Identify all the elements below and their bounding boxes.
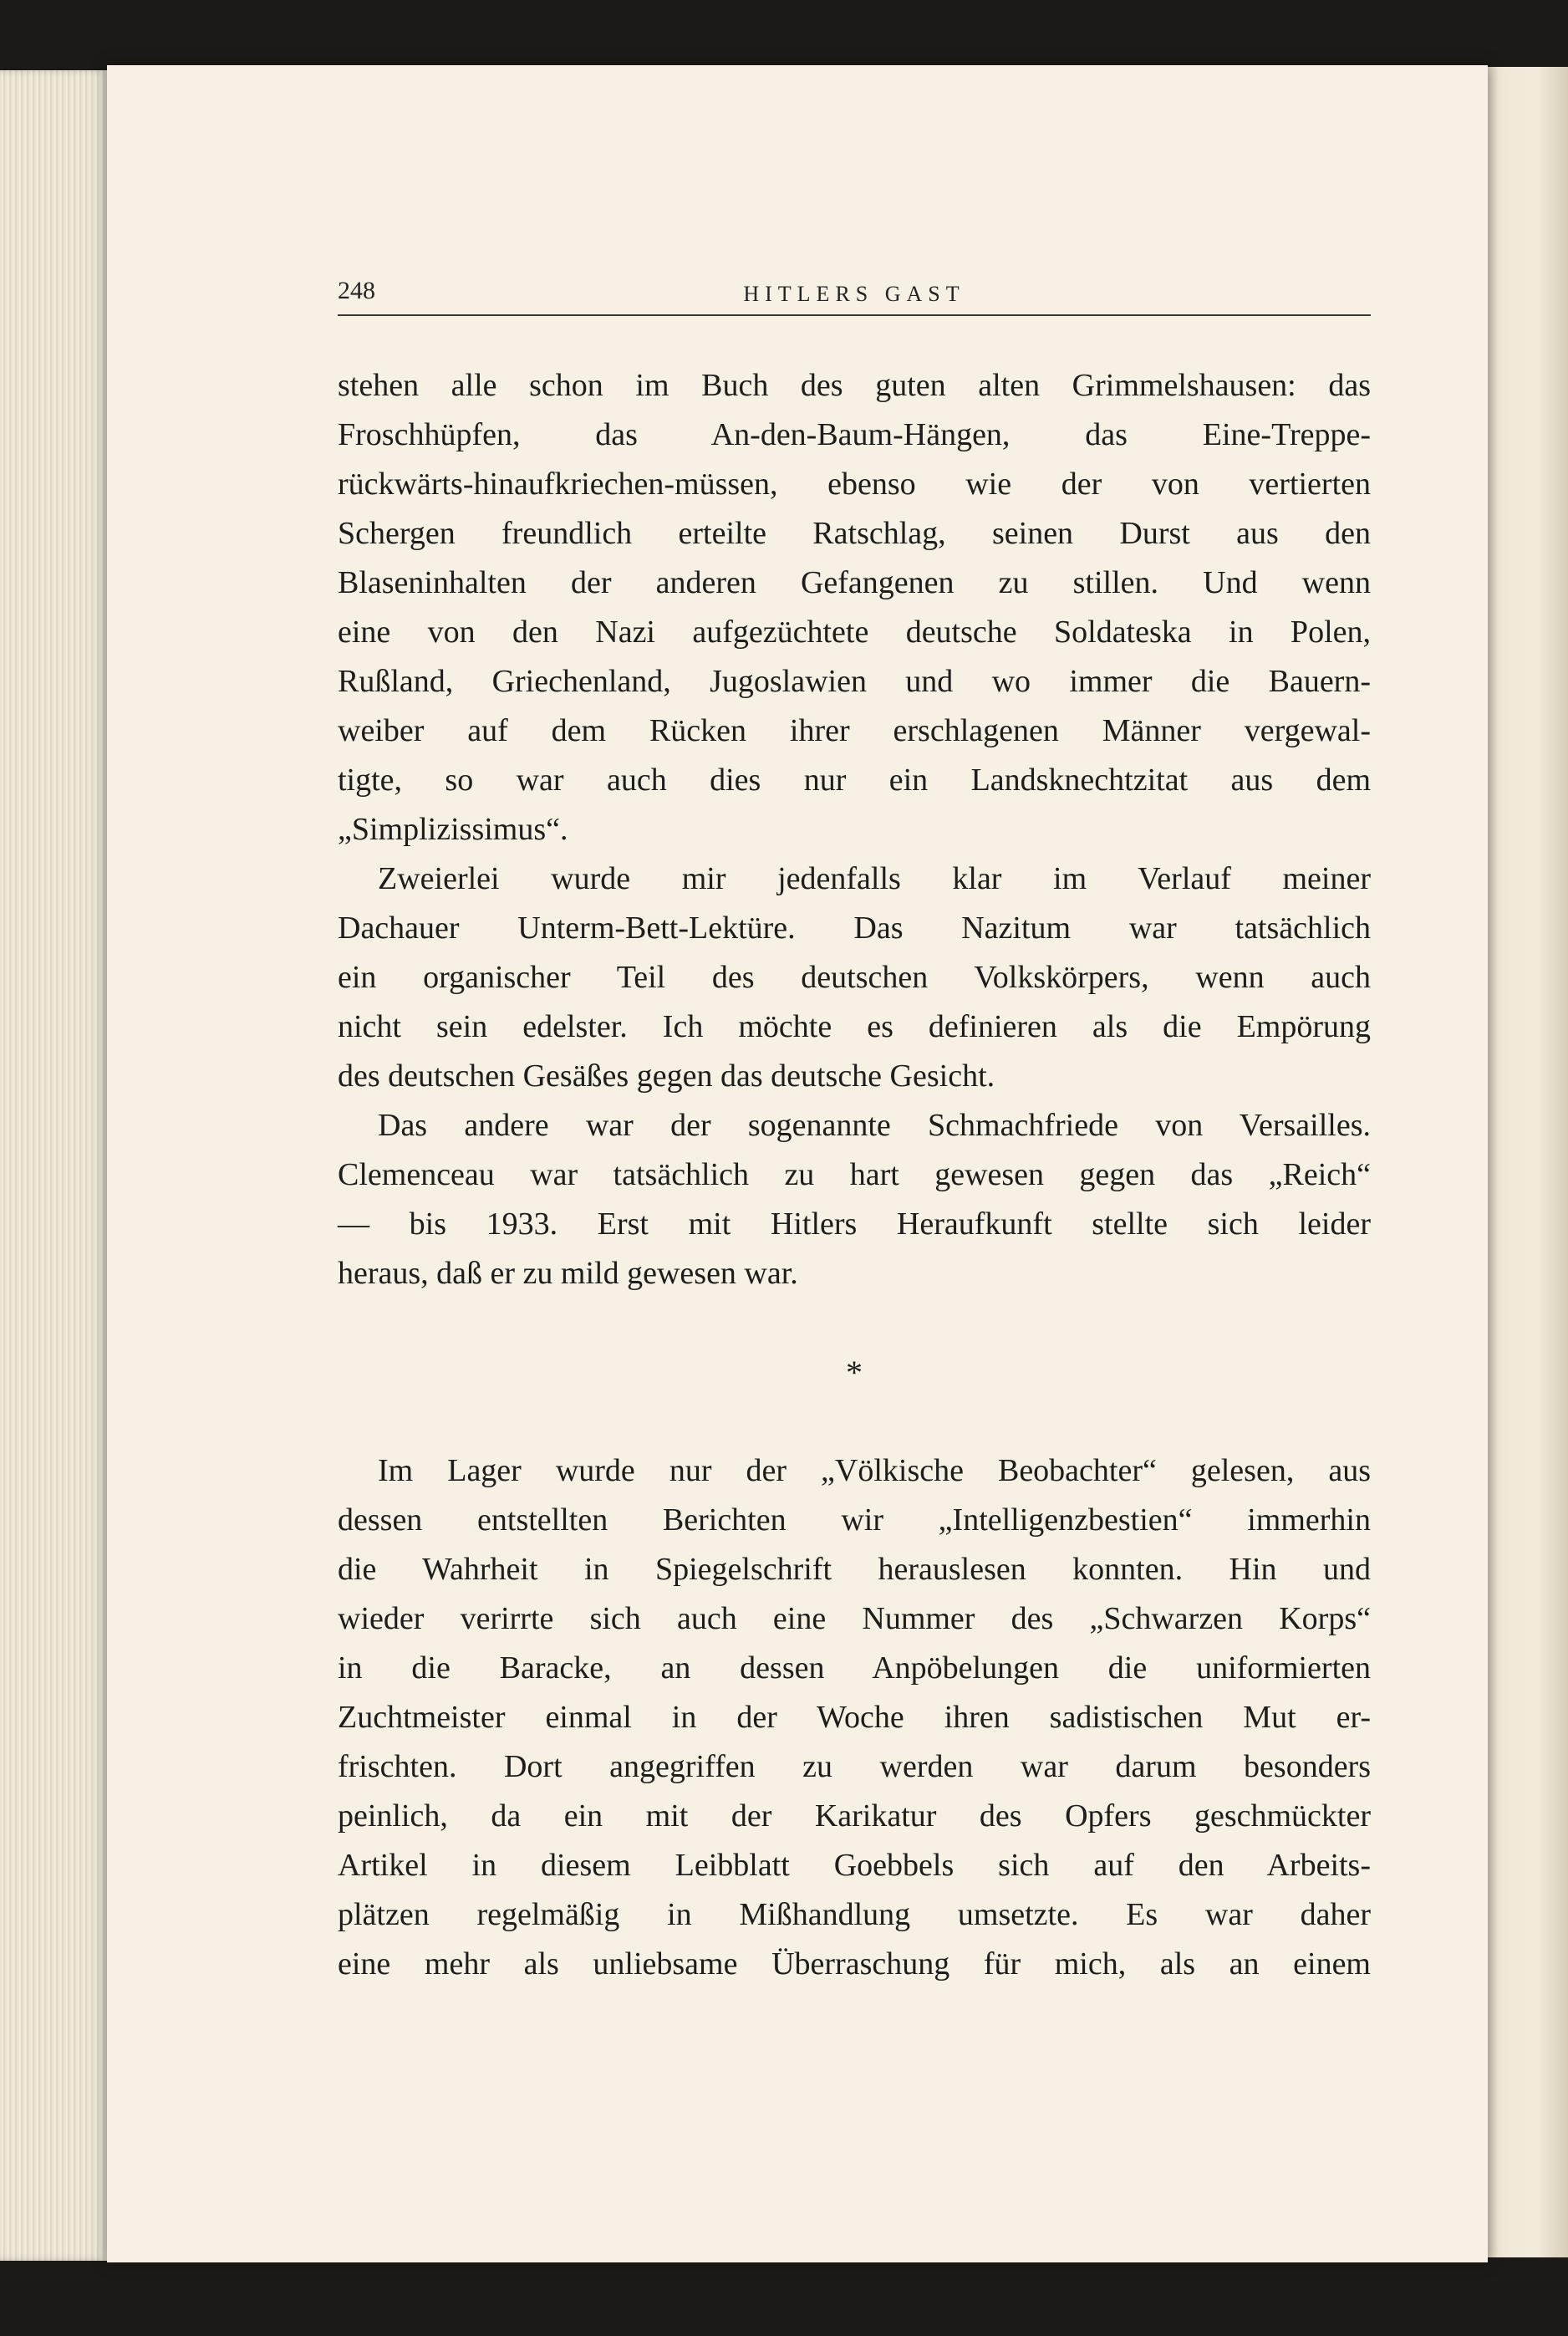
text-line: wieder verirrte sich auch eine Nummer des „Schwarzen Korps“ <box>338 1601 1371 1636</box>
text-line: nicht sein edelster. Ich möchte es definieren als die Empörung <box>338 1009 1371 1044</box>
text-line: — bis 1933. Erst mit Hitlers Heraufkunft stellte sich leider <box>338 1206 1371 1242</box>
text-line: eine von den Nazi aufgezüchtete deutsche Soldateska in Polen, <box>338 615 1371 650</box>
text-line: Artikel in diesem Leibblatt Goebbels sich auf den Arbeits- <box>338 1848 1371 1883</box>
body-text <box>338 361 1371 1989</box>
next-page-edge <box>1486 67 1568 2257</box>
page-number: 248 <box>338 277 375 304</box>
text-line: Das andere war der sogenannte Schmachfriede von Versailles. <box>378 1108 1371 1143</box>
text-line: heraus, daß er zu mild gewesen war. <box>338 1256 798 1291</box>
paragraph <box>338 1446 1371 1989</box>
text-line: dessen entstellten Berichten wir „Intelligenzbestien“ immerhin <box>338 1502 1371 1538</box>
paragraph <box>338 361 1371 854</box>
text-line: „Simplizissimus“. <box>338 812 568 847</box>
text-line: peinlich, da ein mit der Karikatur des Opfers geschmückter <box>338 1798 1371 1834</box>
section-separator: * <box>846 1354 863 1391</box>
text-line: tigte, so war auch dies nur ein Landsknechtzitat aus dem <box>338 763 1371 798</box>
text-line: Clemenceau war tatsächlich zu hart gewesen gegen das „Reich“ <box>338 1157 1371 1192</box>
text-line: rückwärts-hinaufkriechen-müssen, ebenso wie der von vertierten <box>338 467 1371 502</box>
text-line: eine mehr als unliebsame Überraschung für mich, als an einem <box>338 1946 1371 1982</box>
running-header <box>338 276 1371 314</box>
text-line: Blaseninhalten der anderen Gefangenen zu stillen. Und wenn <box>338 565 1371 600</box>
running-title: HITLERS GAST <box>743 282 965 306</box>
text-line: Im Lager wurde nur der „Völkische Beobachter“ gelesen, aus <box>378 1453 1371 1488</box>
text-line: stehen alle schon im Buch des guten alten Grimmelshausen: das <box>338 368 1371 403</box>
text-line: in die Baracke, an dessen Anpöbelungen die uniformierten <box>338 1650 1371 1686</box>
text-line: frischten. Dort angegriffen zu werden war darum besonders <box>338 1749 1371 1784</box>
text-line: die Wahrheit in Spiegelschrift herauslesen konnten. Hin und <box>338 1552 1371 1587</box>
text-line: Rußland, Griechenland, Jugoslawien und wo immer die Bauern- <box>338 664 1371 699</box>
text-line: Zuchtmeister einmal in der Woche ihren sadistischen Mut er- <box>338 1700 1371 1735</box>
text-line: Dachauer Unterm-Bett-Lektüre. Das Nazitum war tatsächlich <box>338 910 1371 946</box>
text-line: Froschhüpfen, das An-den-Baum-Hängen, das Eine-Treppe- <box>338 417 1371 452</box>
text-line: weiber auf dem Rücken ihrer erschlagenen Männer vergewal- <box>338 713 1371 748</box>
paragraph <box>338 1101 1371 1298</box>
text-line: plätzen regelmäßig in Mißhandlung umsetzte. Es war daher <box>338 1897 1371 1932</box>
text-line: ein organischer Teil des deutschen Volkskörpers, wenn auch <box>338 960 1371 995</box>
paragraph <box>338 854 1371 1101</box>
text-line: Zweierlei wurde mir jedenfalls klar im Verlauf meiner <box>378 861 1371 896</box>
text-line: des deutschen Gesäßes gegen das deutsche Gesicht. <box>338 1058 995 1094</box>
spacer <box>338 1397 1371 1446</box>
page-stack-edge <box>0 70 110 2261</box>
text-line: Schergen freundlich erteilte Ratschlag, seinen Durst aus den <box>338 516 1371 551</box>
header-rule <box>338 314 1371 316</box>
